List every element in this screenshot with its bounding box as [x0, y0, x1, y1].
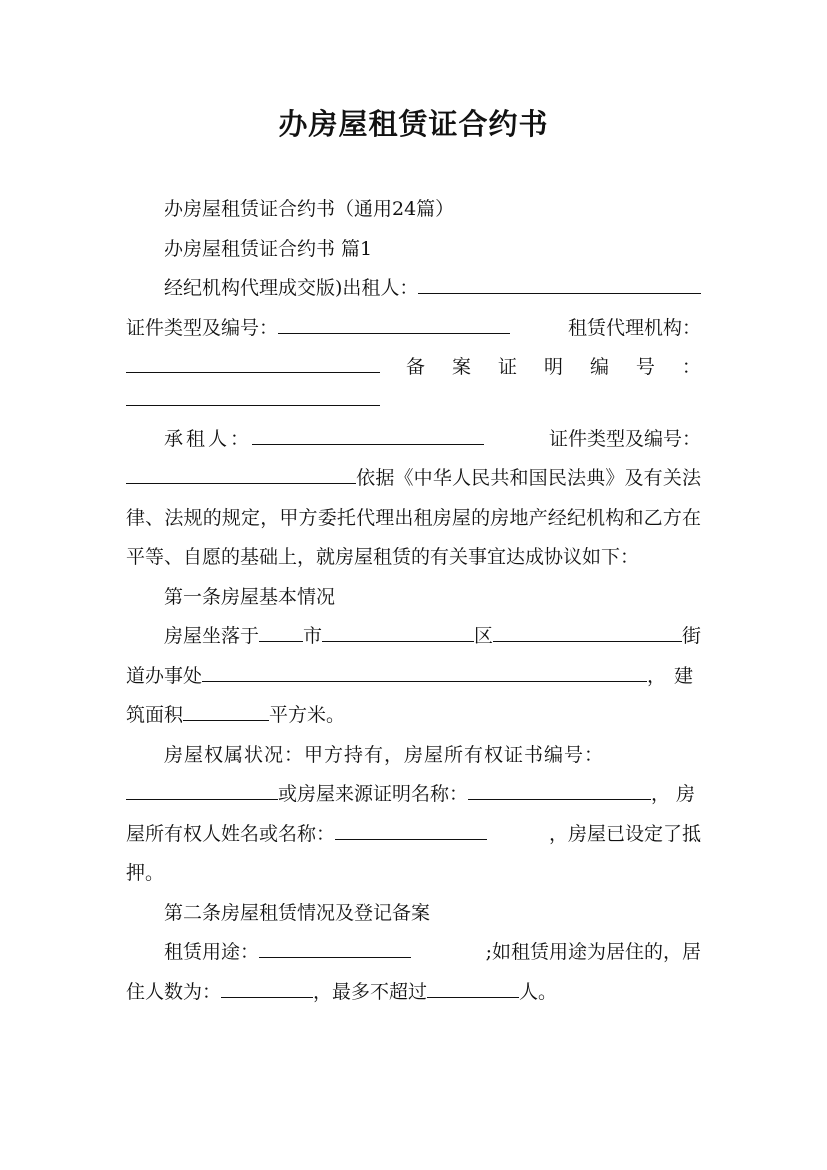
- blank-field: [259, 940, 411, 958]
- area-line: 筑面积 平方米。: [126, 704, 346, 727]
- landlord-line: [126, 269, 701, 309]
- blank-field: [126, 466, 356, 484]
- blank-field: [252, 427, 484, 445]
- blank-field: [202, 664, 647, 682]
- article-1-heading: 第一条房屋基本情况: [164, 585, 336, 608]
- record-label: 备 案 证 明 编 号 ：: [406, 356, 701, 378]
- blank-line: [126, 388, 701, 406]
- tenant-id-label: 证件类型及编号：: [548, 427, 701, 450]
- location-line-2: 道办事处 ，建: [126, 664, 701, 687]
- intro-paragraph: 依据《中华人民共和国民法典》及有关法律、法规的规定，甲方委托代理出租房屋的房地产经纪机构和乙方在平等、自愿的基础上，就房屋租赁的有关事宜达成协议如下：: [126, 467, 701, 569]
- ownership-line-2: 或房屋来源证明名称： ，房: [126, 775, 701, 815]
- ownership-line-4: 押。: [126, 862, 165, 885]
- blank-field: [468, 782, 651, 800]
- usage-line: 租赁用途： ;如租赁用途为居住的，居: [164, 941, 701, 964]
- blank-field: [427, 980, 519, 998]
- record-line: [126, 348, 701, 388]
- blank-field: [126, 388, 380, 406]
- ownership-line: 房屋权属状况：甲方持有，房屋所有权证书编号：: [164, 743, 605, 766]
- ownership-line-3: 屋所有权人姓名或名称： ，房屋已设定了抵: [126, 822, 701, 845]
- occupants-line: 住人数为： ，最多不超过 人。: [126, 980, 558, 1003]
- document-body: [126, 190, 701, 1012]
- document-title: 办房屋租赁证合约书: [278, 107, 549, 141]
- agency-label: 租赁代理机构：: [567, 316, 701, 339]
- landlord-label: 经纪机构代理成交版)出租人：: [164, 277, 419, 299]
- article-2-heading: 第二条房屋租赁情况及登记备案: [164, 901, 431, 924]
- tenant-label: 承租人：: [164, 427, 253, 450]
- id-label: 证件类型及编号：: [126, 316, 279, 339]
- blank-field: [278, 315, 510, 333]
- location-line: 房屋坐落于 市 区 街: [164, 625, 701, 648]
- id-line: [126, 309, 701, 349]
- blank-field: [493, 624, 682, 642]
- blank-field: [418, 276, 701, 294]
- section-heading: 办房屋租赁证合约书 篇1: [164, 237, 373, 260]
- subtitle-line: 办房屋租赁证合约书（通用24篇）: [164, 198, 455, 220]
- blank-field: [126, 355, 380, 373]
- blank-field: [183, 703, 269, 721]
- tenant-line: [126, 420, 701, 460]
- blank-field: [335, 822, 487, 840]
- blank-field: [126, 782, 278, 800]
- blank-field: [259, 624, 303, 642]
- blank-field: [322, 624, 474, 642]
- blank-field: [221, 980, 313, 998]
